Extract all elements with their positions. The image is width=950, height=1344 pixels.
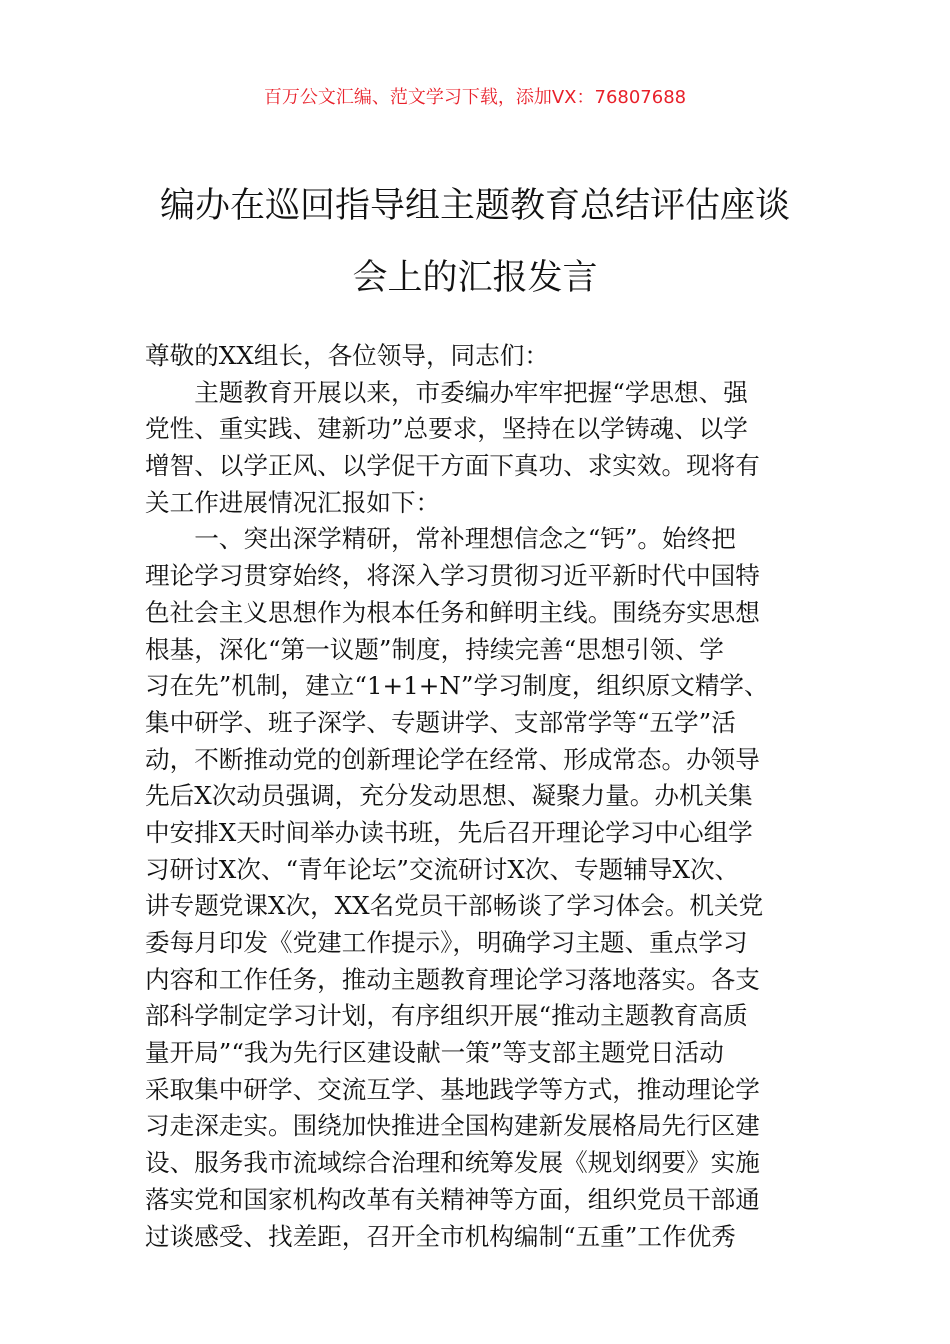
body-line: 根基，深化“第一议题”制度，持续完善“思想引领、学 [145,634,724,664]
title-line: 会上的汇报发言 [352,258,598,298]
body-line: 关工作进展情况汇报如下： [145,487,441,517]
body-line: 增智、以学正风、以学促干方面下真功、求实效。现将有 [145,451,760,481]
body-line: 色社会主义思想作为根本任务和鲜明主线。围绕夯实思想 [145,597,760,627]
body-line: 动，不断推动党的创新理论学在经常、形成常态。办领导 [145,744,760,774]
body-line: 习在先”机制，建立“1+1+N”学习制度，组织原文精学、 [145,671,769,701]
document-title [120,170,830,314]
body-line: 集中研学、班子深学、专题讲学、支部常学等“五学”活 [145,707,736,737]
salutation: 尊敬的XX组长，各位领导，同志们： [145,341,549,370]
body-line: 内容和工作任务，推动主题教育理论学习落地落实。各支 [145,964,760,994]
title-line: 编办在巡回指导组主题教育总结评估座谈 [159,186,790,226]
body-line: 习走深走实。围绕加快推进全国构建新发展格局先行区建 [145,1111,760,1141]
body-line: 主题教育开展以来，市委编办牢牢把握“学思想、强 [145,377,748,407]
body-line: 先后X次动员强调，充分发动思想、凝聚力量。办机关集 [145,781,753,811]
body-line: 习研讨X次、“青年论坛”交流研讨X次、专题辅导X次、 [145,854,740,884]
body-line: 量开局”“我为先行区建设献一策”等支部主题党日活动 [145,1038,724,1068]
body-line: 讲专题党课X次，XX名党员干部畅谈了学习体会。机关党 [145,891,764,921]
section-heading-line: 一、突出深学精研，常补理想信念之“钙”。始终把 [145,524,736,554]
body-line: 中安排X天时间举办读书班，先后召开理论学习中心组学 [145,817,753,847]
body-line: 设、服务我市流域综合治理和统筹发展《规划纲要》实施 [145,1148,760,1178]
document-body [145,338,810,1255]
body-line: 落实党和国家机构改革有关精神等方面，组织党员干部通 [145,1184,760,1214]
body-line: 理论学习贯穿始终，将深入学习贯彻习近平新时代中国特 [145,561,760,591]
body-line: 采取集中研学、交流互学、基地践学等方式，推动理论学 [145,1074,760,1104]
watermark-text: 百万公文汇编、范文学习下载，添加VX：76807688 [263,87,687,108]
body-line: 过谈感受、找差距，召开全市机构编制“五重”工作优秀 [145,1221,736,1251]
body-line: 部科学制定学习计划，有序组织开展“推动主题教育高质 [145,1001,748,1031]
body-line: 党性、重实践、建新功”总要求，坚持在以学铸魂、以学 [145,414,748,444]
body-line: 委每月印发《党建工作提示》，明确学习主题、重点学习 [145,928,748,957]
